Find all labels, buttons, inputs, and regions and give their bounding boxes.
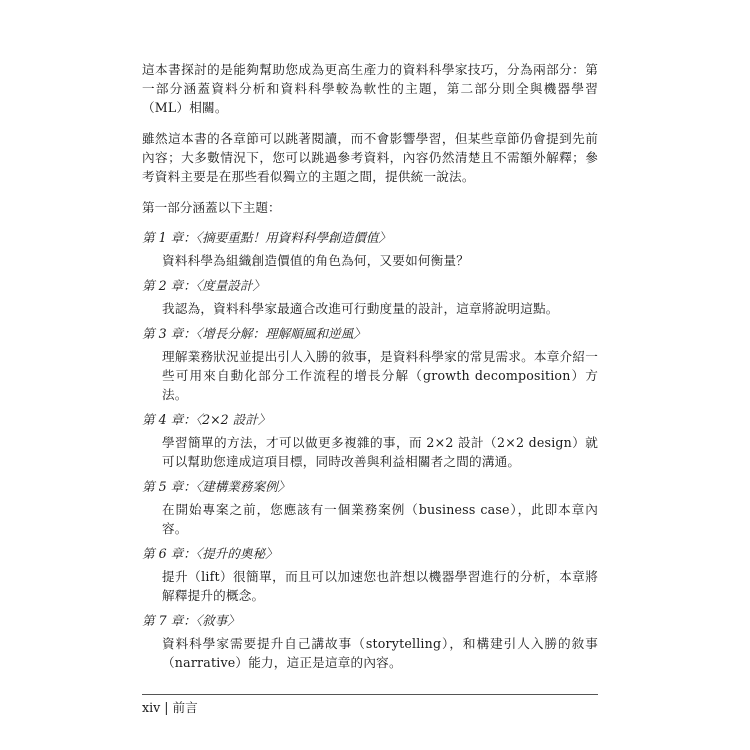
chapter-description: 理解業務狀況並提出引人入勝的敘事，是資料科學家的常見需求。本章介紹一些可用來自動化部分工作流程的增長分解（growth decomposition）方法。	[162, 349, 598, 402]
chapter-description: 我認為，資料科學家最適合改進可行動度量的設計，這章將說明這點。	[162, 301, 559, 316]
chapter-title: 〈2×2 設計〉	[195, 412, 271, 427]
chapter-description: 在開始專案之前，您應該有一個業務案例（business case），此即本章內容。	[162, 502, 598, 536]
chapter-number: 第 1 章：	[142, 230, 196, 245]
page-footer	[142, 700, 198, 716]
intro-paragraph-2: 雖然這本書的各章節可以跳著閱讀，而不會影響學習，但某些章節仍會提到先前內容；大多數情況下，您可以跳過參考資料，內容仍然清楚且不需額外解釋；參考資料主要是在那些看似獨立的主題之間，提供統一說法。	[142, 131, 598, 184]
chapter-title: 〈建構業務案例〉	[195, 479, 291, 494]
chapter-description: 提升（lift）很簡單，而且可以加速您也許想以機器學習進行的分析，本章將解釋提升的概念。	[162, 569, 598, 603]
part1-lead: 第一部分涵蓋以下主題：	[142, 200, 281, 215]
chapter-entry-3	[142, 324, 598, 404]
chapter-description: 資料科學為組織創造價值的角色為何，又要如何衡量？	[162, 253, 470, 268]
chapter-number: 第 7 章：	[142, 613, 196, 628]
page-body	[142, 60, 598, 678]
chapter-entry-5	[142, 477, 598, 538]
chapter-number: 第 2 章：	[142, 278, 196, 293]
chapter-entry-1	[142, 228, 598, 270]
chapter-description: 資料科學家需要提升自己講故事（storytelling），和構建引人入勝的敘事（narrative）能力，這正是這章的內容。	[162, 636, 598, 670]
chapter-number: 第 6 章：	[142, 546, 196, 561]
chapter-heading	[142, 410, 598, 429]
chapter-number: 第 4 章：	[142, 412, 196, 427]
chapter-entry-7	[142, 611, 598, 672]
chapter-heading	[142, 477, 598, 496]
chapter-title: 〈摘要重點！用資料科學創造價值〉	[195, 230, 392, 245]
chapter-entry-2	[142, 276, 598, 318]
chapter-entry-4	[142, 410, 598, 471]
footer-separator: |	[164, 700, 169, 715]
chapter-heading	[142, 228, 598, 247]
chapter-number: 第 3 章：	[142, 326, 196, 341]
page-number: xiv	[142, 700, 161, 715]
chapter-entry-6	[142, 544, 598, 605]
chapter-title: 〈增長分解：理解順風和逆風〉	[195, 326, 366, 341]
chapter-number: 第 5 章：	[142, 479, 196, 494]
chapter-heading	[142, 324, 598, 343]
chapter-title: 〈度量設計〉	[195, 278, 266, 293]
chapter-heading	[142, 276, 598, 295]
running-section-title: 前言	[172, 700, 198, 715]
intro-paragraph-1: 這本書探討的是能夠幫助您成為更高生產力的資料科學家技巧，分為兩部分：第一部分涵蓋資料分析和資料科學較為軟性的主題，第二部分則全與機器學習（ML）相關。	[142, 62, 598, 115]
chapter-heading	[142, 544, 598, 563]
chapter-description: 學習簡單的方法，才可以做更多複雜的事，而 2×2 設計（2×2 design）就可以幫助您達成這項目標，同時改善與利益相關者之間的溝通。	[162, 435, 598, 469]
footer-divider	[142, 694, 598, 695]
chapter-heading	[142, 611, 598, 630]
chapter-title: 〈提升的奧秘〉	[195, 546, 278, 561]
chapter-title: 〈敘事〉	[195, 613, 240, 628]
